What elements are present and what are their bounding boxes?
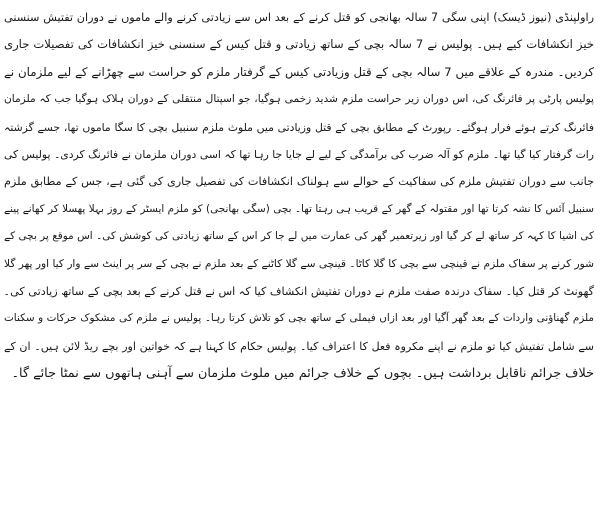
article-line-8: سنبیل آئس کا نشہ کرتا تھا اور مقتولہ کے گھر کے قریب ہی رہتا تھا۔ بچی (سگی بھانجی) کو ملزم ایسٹر کے روز بہلا پھسلا کر کھانے پینے <box>4 202 594 215</box>
article-line-9: کی اشیا کا کہہ کر ساتھ لے کر گیا اور زیرتعمیر گھر کی عمارت میں لے جا کر اس کے ساتھ زیادتی کی کوشش کی۔ اس موقع پر بچی کے <box>4 230 594 243</box>
article-line-13: سے شامل تفتیش کیا تو ملزم نے اپنے مکروہ فعل کا اعتراف کیا۔ پولیس حکام کا کہنا ہے کہ خواتین اور بچے ریڈ لائن ہیں۔ ان کے <box>4 339 594 353</box>
article-line-3: کردیں۔ مندرہ کے علاقے میں 7 سالہ بچی کے قتل وزیادتی کیس کے گرفتار ملزم کو حراست سے چھڑانے کے لیے ملزمان نے <box>4 64 594 79</box>
article-line-1: راولپنڈی (نیوز ڈیسک) اپنی سگی 7 سالہ بھانجی کو قتل کرنے کے بعد اس سے زیادتی کرنے والے ماموں نے دوران تفتیش سنسنی <box>4 11 594 24</box>
article-line-4: پولیس پارٹی پر فائرنگ کی، اس دوران زیر حراست ملزم شدید زخمی ہوگیا، جو اسپتال منتقلی کے دوران ہلاک ہوگیا جب کہ ملزمان <box>4 93 594 106</box>
article-line-14: خلاف جرائم ناقابل برداشت ہیں۔ بچوں کے خلاف جرائم میں ملوث ملزمان سے آہنی ہاتھوں سے نمٹا جائے گا۔ <box>11 366 594 382</box>
article-line-5: فائرنگ کرتے ہوئے فرار ہوگئے۔ رپورٹ کے مطابق بچی کے قتل وزیادتی میں ملوث ملزم سنبیل بچی کا سگا ماموں تھا، جسے گزشتہ <box>4 120 594 134</box>
article-line-7: جانب سے دوران تفتیش ملزم کی سفاکیت کے حوالے سے ہولناک انکشافات کی تفصیل جاری کی گئی ہے، جس کے مطابق ملزم <box>4 175 594 189</box>
article-line-6: رات گرفتار کیا گیا تھا۔ ملزم کو آلہ ضرب کی برآمدگی کے لیے لے جایا جا رہا تھا کہ اسی دوران ملزمان نے فائرنگ کردی۔ پولیس کی <box>4 147 594 161</box>
article-line-12: ملزم گھناؤنی واردات کے بعد گھر آگیا اور بعد ازاں فیملی کے ساتھ بچی کو تلاش کرتا رہا۔ پولیس نے ملزم کی مشکوک حرکات و سکنات <box>4 312 594 325</box>
article-line-11: گھونٹ کر قتل کیا۔ سفاک درندہ صفت ملزم نے دوران تفتیش انکشاف کیا کہ اس نے قتل کرنے کے بعد بچی کے ساتھ زیادتی کی۔ <box>4 284 594 298</box>
article-body <box>4 4 594 387</box>
article-line-2: خیز انکشافات کیے ہیں۔ پولیس نے 7 سالہ بچی کے ساتھ زیادتی و قتل کیس کے سنسنی خیز انکشافات کی تفصیلات جاری <box>4 37 594 52</box>
article-line-10: شور کرنے پر سفاک ملزم نے قینچی سے بچی کا گلا کاٹا۔ قینچی سے گلا کاٹنے کے بعد ملزم نے بچی کے سر پر اینٹ سے وار کیا اور پھر گلا <box>4 257 594 270</box>
